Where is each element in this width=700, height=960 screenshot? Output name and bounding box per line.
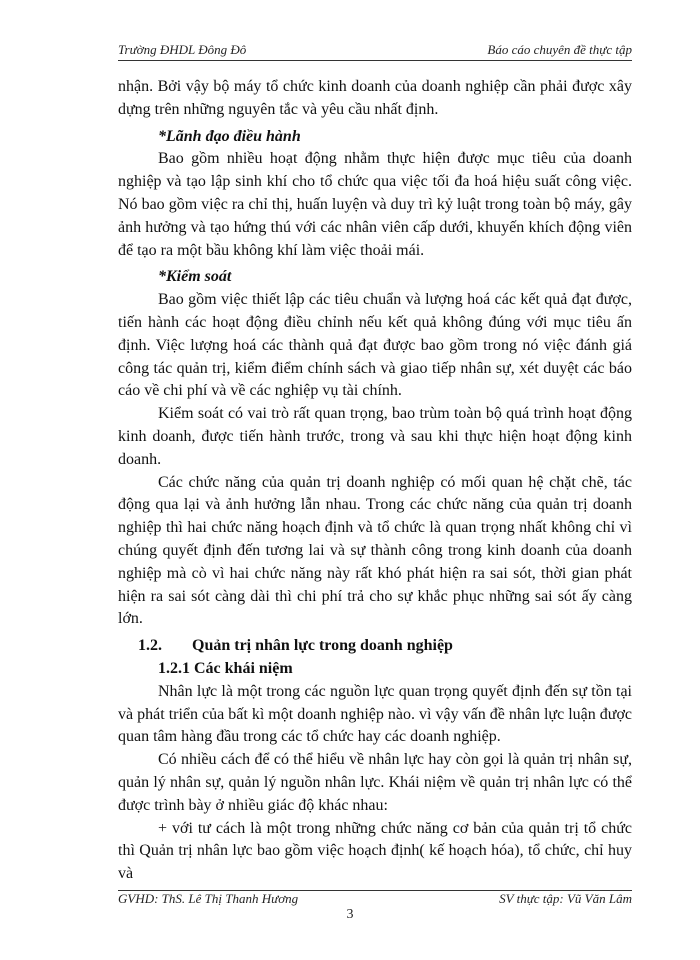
section-title: Quản trị nhân lực trong doanh nghiệp [192, 637, 453, 655]
header-report-title: Báo cáo chuyên đề thực tập [487, 42, 632, 57]
paragraph: + với tư cách là một trong những chức năng cơ bản của quản trị tổ chức thì Quản trị nhân lực bao gồm việc hoạch định( kế hoạch hóa), tổ chức, chỉ huy và [118, 819, 632, 883]
page-body [118, 76, 632, 886]
page-header [118, 42, 632, 60]
paragraph: Bao gồm việc thiết lập các tiêu chuẩn và lượng hoá các kết quả đạt được, tiến hành các hoạt động điều chỉnh nếu kết quả không đúng với mục tiêu ấn định. Việc lượng hoá các thành quả đạt được bao gồm trong nó việc đánh giá công tác quản trị, kiểm điểm chính sách và giao tiếp nhân sự, xét duyệt các báo cáo về chi phí và về các nghiệp vụ tài chính. [118, 291, 632, 400]
heading-leadership: *Lãnh đạo điều hành [158, 127, 301, 145]
paragraph: nhận. Bởi vậy bộ máy tổ chức kinh doanh của doanh nghiệp cần phải được xây dựng trên những nguyên tắc và yêu cầu nhất định. [118, 78, 632, 118]
heading-control: *Kiểm soát [158, 268, 232, 286]
paragraph: Nhân lực là một trong các nguồn lực quan trọng quyết định đến sự tồn tại và phát triển của bất kì một doanh nghiệp nào. vì vậy vấn đề nhân lực luận được quan tâm hàng đầu trong các tổ chức hay các doanh nghiệp. [118, 682, 632, 746]
subsection-heading: 1.2.1 Các khái niệm [158, 659, 293, 677]
paragraph: Có nhiều cách để có thể hiểu về nhân lực hay còn gọi là quản trị nhân sự, quản lý nhân sự, quản lý nguồn nhân lực. Khái niệm về quản trị nhân lực có thể được trình bày ở nhiều giác độ khác nhau: [118, 751, 632, 814]
header-school: Trường ĐHDL Đông Đô [118, 42, 247, 57]
paragraph: Kiểm soát có vai trò rất quan trọng, bao trùm toàn bộ quá trình hoạt động kinh doanh, được tiến hành trước, trong và sau khi thực hiện hoạt động kinh doanh. [118, 405, 632, 468]
paragraph: Các chức năng của quản trị doanh nghiệp có mối quan hệ chặt chẽ, tác động qua lại và ảnh hưởng lẫn nhau. Trong các chức năng của quản trị doanh nghiệp thì hai chức năng hoạch định và tổ chức là quan trọng nhất không chỉ vì chúng quyết định đến tương lai và sự thành công trong kinh doanh của doanh nghiệp mà cò vì hai chức năng này rất khó phát hiện ra sai sót, thời gian phát hiện ra sai sót càng dài thì chi phí trả cho sự khắc phục những sai sót ấy càng lớn. [118, 473, 632, 628]
page-number: 3 [346, 907, 354, 922]
section-number: 1.2. [138, 637, 162, 655]
footer-student: SV thực tập: Vũ Văn Lâm [499, 891, 632, 906]
paragraph: Bao gồm nhiều hoạt động nhằm thực hiện được mục tiêu của doanh nghiệp và tạo lập sinh khí cho tổ chức qua việc tối đa hoá hiệu suất công việc. Nó bao gồm việc ra chỉ thị, huấn luyện và duy trì kỷ luật trong toàn bộ máy, gây ảnh hưởng và tạo hứng thú với các nhân viên cấp dưới, khuyến khích động viên để tạo ra một bầu không khí làm việc thoải mái. [118, 150, 632, 259]
section-heading [118, 635, 632, 658]
footer-supervisor: GVHD: ThS. Lê Thị Thanh Hương [118, 891, 299, 906]
header-divider [118, 60, 632, 61]
